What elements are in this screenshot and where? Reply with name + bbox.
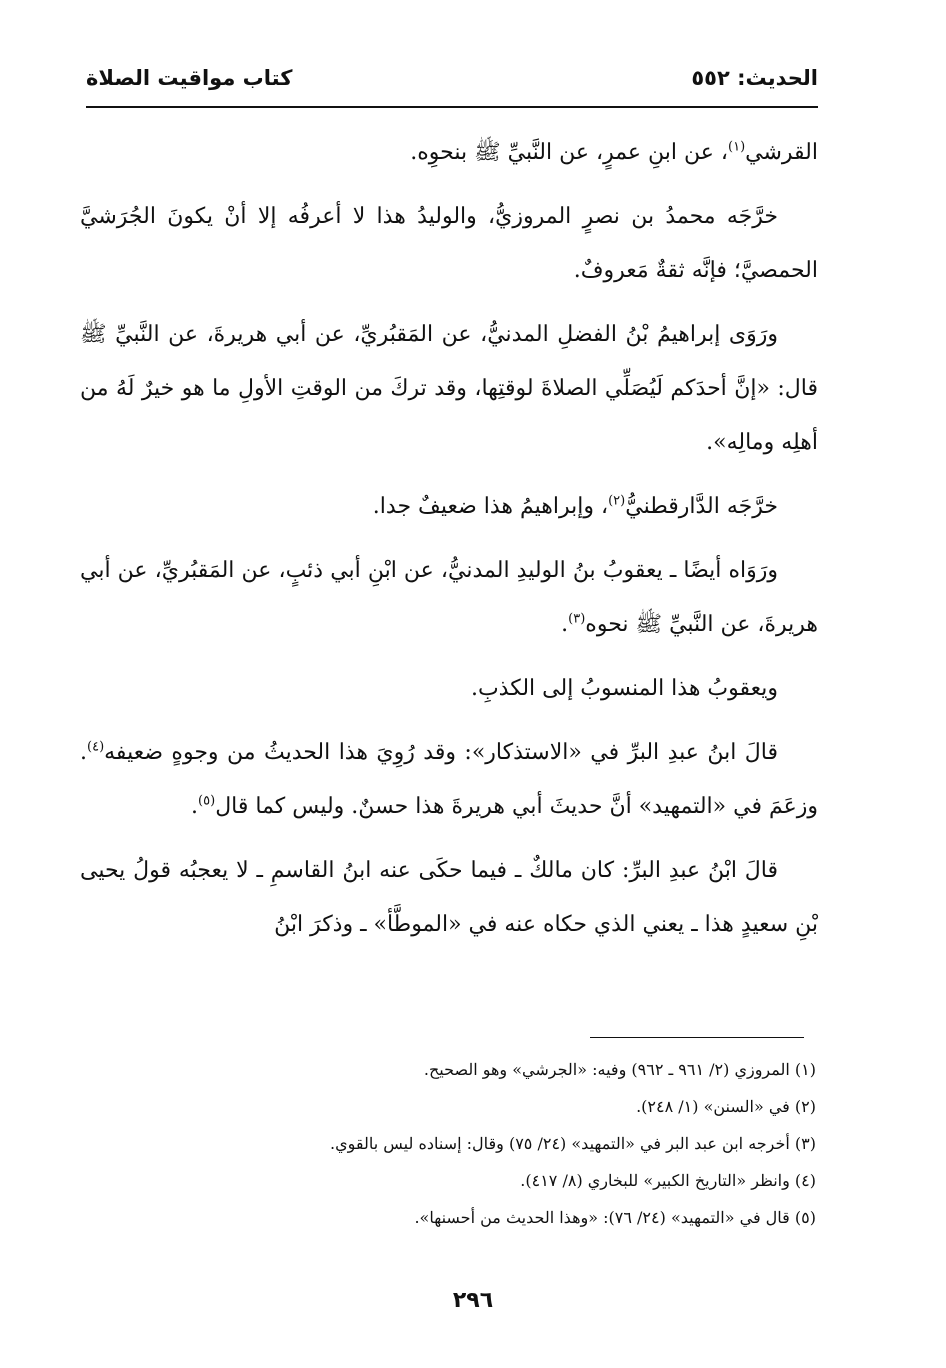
- footnote-ref-5: (٥): [198, 793, 216, 809]
- hadith-number-label: الحديث: ٥٥٢: [691, 66, 818, 90]
- paragraph-text: .: [561, 612, 569, 637]
- paragraph-text: ، وإبراهيمُ هذا ضعيفٌ جدا.: [372, 494, 609, 519]
- footnote-2: (٢) في «السنن» (١/ ٢٤٨).: [636, 1097, 816, 1116]
- paragraph-7: [80, 726, 818, 834]
- running-header: [86, 56, 818, 100]
- footnote-3: (٣) أخرجه ابن عبد البر في «التمهيد» (٢٤/ ٧٥) وقال: إسناده ليس بالقوي.: [330, 1134, 816, 1153]
- footnote-1: (١) المروزي (٢/ ٩٦١ ـ ٩٦٢) وفيه: «الجرشي» وهو الصحيح.: [423, 1060, 816, 1079]
- footnote-ref-4: (٤): [87, 739, 105, 755]
- paragraph-text: .: [191, 794, 199, 819]
- footnote-4: (٤) وانظر «التاريخ الكبير» للبخاري (٨/ ٤١٧).: [520, 1171, 816, 1190]
- footnotes: [100, 1051, 816, 1236]
- header-divider: [86, 106, 818, 108]
- paragraph-4: [80, 480, 818, 534]
- footnote-divider: [590, 1037, 804, 1038]
- paragraph-text: . وزعَمَ في «التمهيد» أنَّ حديثَ أبي هريرةَ هذا حسنٌ. وليس كما قال: [80, 740, 818, 819]
- paragraph-1: [80, 126, 818, 180]
- page-number: ٢٩٦: [452, 1288, 494, 1313]
- paragraph-text: ، عن ابنِ عمرٍ، عن النَّبيِّ ﷺ بنحوِه.: [410, 140, 728, 165]
- paragraph-5: [80, 544, 818, 652]
- paragraph-text: القرشي: [745, 140, 818, 165]
- paragraph-8: قالَ ابْنُ عبدِ البرِّ: كان مالكٌ ـ فيما حكَى عنه ابنُ القاسمِ ـ لا يعجبُه قولُ يحيى بْنِ سعيدٍ هذا ـ يعني الذي حكاه عنه في «الموطَّأ» ـ وذكرَ ابْنُ: [80, 858, 818, 937]
- footnote-ref-2: (٢): [608, 493, 626, 509]
- paragraph-6: ويعقوبُ هذا المنسوبُ إلى الكذبِ.: [470, 676, 778, 701]
- paragraph-text: ورَوَاه أيضًا ـ يعقوبُ بنُ الوليدِ المدنيُّ، عن ابْنِ أبي ذئبٍ، عن المَقبُريِّ، عن أبي هريرةَ، عن النَّبيِّ ﷺ نحوه: [80, 558, 818, 637]
- chapter-title: كتاب مواقيت الصلاة: [86, 66, 293, 90]
- main-text: [80, 126, 818, 962]
- paragraph-text: قالَ ابنُ عبدِ البرِّ في «الاستذكار»: وقد رُوِيَ هذا الحديثُ من وجوهٍ ضعيفه: [104, 740, 778, 765]
- paragraph-text: خرَّجَه الدَّارقطنيُّ: [625, 494, 778, 519]
- footnote-5: (٥) قال في «التمهيد» (٢٤/ ٧٦): «وهذا الحديث من أحسنها».: [414, 1208, 816, 1227]
- footnote-ref-3: (٣): [568, 611, 586, 627]
- paragraph-3: ورَوَى إبراهيمُ بْنُ الفضلِ المدنيُّ، عن المَقبُريِّ، عن أبي هريرةَ، عن النَّبيِّ ﷺ قال: «إنَّ أحدَكم لَيُصَلِّي الصلاةَ لوقتِها، وقد تركَ من الوقتِ الأولِ ما هو خيرٌ لَهُ من أهلِه ومالِه».: [80, 322, 818, 455]
- footnote-ref-1: (١): [728, 139, 746, 155]
- paragraph-2: خرَّجَه محمدُ بن نصرٍ المروزيُّ، والوليدُ هذا لا أعرفُه إلا أنْ يكونَ الجُرَشيَّ الحمصيَّ؛ فإنَّه ثقةٌ مَعروفٌ.: [80, 204, 818, 283]
